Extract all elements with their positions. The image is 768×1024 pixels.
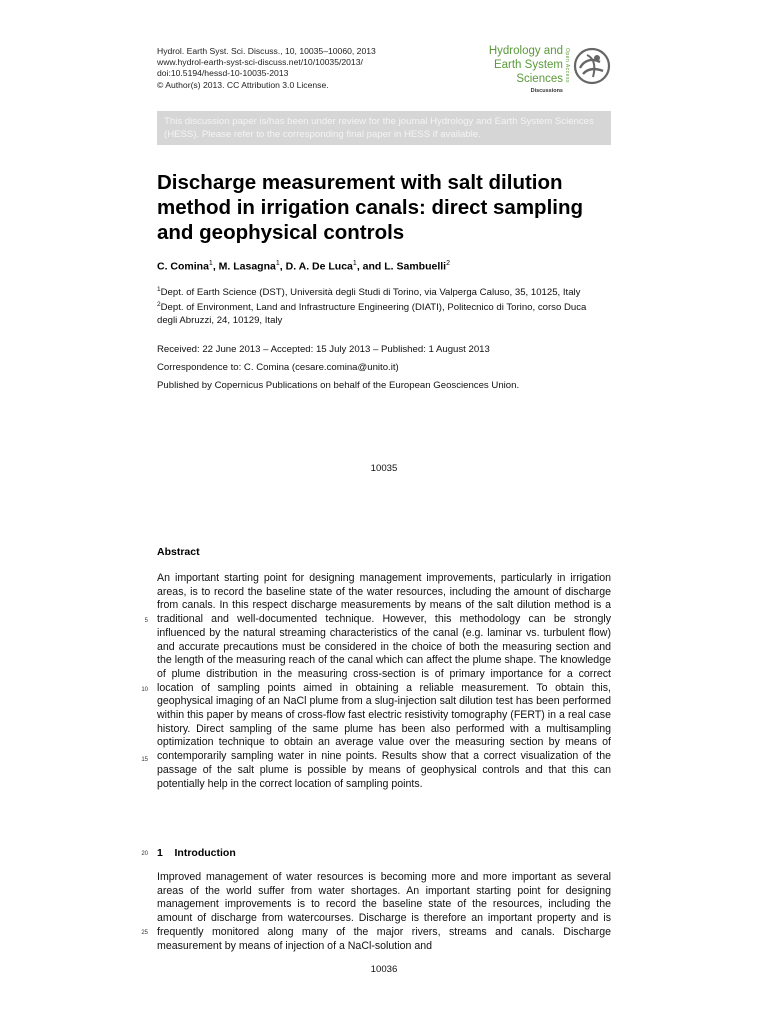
paper-title: Discharge measurement with salt dilution method in irrigation canals: direct sampling and geophysical controls [157, 171, 584, 244]
journal-url-link[interactable]: www.hydrol-earth-syst-sci-discuss.net/10/10035/2013/ [157, 57, 363, 68]
author-name: L. Sambuelli [384, 260, 447, 273]
line-number: 20 [141, 851, 148, 857]
affiliations [157, 284, 597, 327]
journal-citation [157, 46, 376, 91]
affiliation-marker: 1 [275, 260, 280, 267]
author-separator: , [279, 260, 286, 273]
section-title: Introduction [174, 847, 236, 859]
globe-emblem-icon [572, 46, 612, 86]
logo-line-1: Hydrology and [488, 45, 563, 57]
introduction-text: Improved management of water resources is becoming more and more important as several areas of the world suffer from water shortages. An important starting point for designing management improvements is to record the baseline state of the resources, including the amount of discharge from watercourses. Discharge is therefore an important property and is frequently monitored along many of the major rivers, streams and canals. Discharge measurement by means of injection of a NaCl-solution and [157, 871, 611, 952]
affiliation-marker: 1 [208, 260, 213, 267]
introduction-heading [157, 847, 236, 859]
affiliation-2 [157, 299, 597, 327]
author-separator: , [212, 260, 219, 273]
review-notice: This discussion paper is/has been under review for the journal Hydrology and Earth System Sciences (HESS). Please refer to the corresponding final paper in HESS if available. [157, 111, 611, 145]
publisher-note: Published by Copernicus Publications on behalf of the European Geosciences Union. [157, 380, 520, 391]
author-name: D. A. De Luca [285, 260, 353, 273]
line-number: 5 [144, 618, 148, 624]
logo-discussions: Discussions [530, 88, 563, 94]
logo-line-3: Sciences [516, 73, 563, 85]
abstract-heading: Abstract [157, 546, 200, 558]
line-number: 15 [141, 757, 148, 763]
journal-logo [480, 44, 615, 96]
page-number: 10036 [370, 964, 398, 975]
logo-title [489, 44, 563, 86]
page-number: 10035 [370, 463, 398, 474]
author-name: C. Comina [157, 260, 209, 273]
affiliation-text: Dept. of Environment, Land and Infrastructure Engineering (DIATI), Politecnico di Torino, corso Duca degli Abruzzi, 24, 10129, Italy [157, 302, 587, 326]
section-number: 1 [157, 847, 163, 859]
line-number: 25 [141, 930, 148, 936]
affiliation-marker: 2 [157, 301, 161, 309]
line-number: 10 [141, 687, 148, 693]
abstract-text: An important starting point for designing management improvements, particularly in irrigation areas, is to record the baseline state of the water resources, including the amount of discharge from canals. In this respect discharge measurements by means of the salt dilution method is a traditional and well-documented technique. However, this methodology can be strongly influenced by the natural streaming characteristics of the canal (e.g. laminar vs. turbulent flow) and accurate precautions must be considered in the choice of both the measuring section and the length of the measuring reach of the canal which can affect the plume shape. The knowledge of plume distribution in the measuring cross-section is of primary importance for a correct location of sampling points aimed in obtaining a reliable measurement. To obtain this, geophysical imaging of an NaCl plume from a slug-injection salt dilution test has been performed within this paper by means of cross-flow fast electric resistivity tomography (FERT) in a real case history. Direct sampling of the same plume has been also performed with a multisampling optimization technique to obtain an average value over the measuring section by means of contemporarily sampling water in nine points. Results show that a correct visualization of the passage of the salt plume is possible by means of geophysical controls and that this can potentially help in the correct location of sampling points. [157, 572, 611, 790]
correspondence: Correspondence to: C. Comina (cesare.comina@unito.it) [157, 362, 399, 373]
author-separator: , and [356, 260, 385, 273]
author-name: M. Lasagna [218, 260, 276, 273]
publication-dates: Received: 22 June 2013 – Accepted: 15 July 2013 – Published: 1 August 2013 [157, 344, 490, 355]
citation-line: Hydrol. Earth Syst. Sci. Discuss., 10, 10035–10060, 2013 [157, 46, 376, 56]
affiliation-marker: 1 [157, 286, 161, 293]
license-line: © Author(s) 2013. CC Attribution 3.0 License. [157, 79, 329, 90]
doi-link[interactable]: doi:10.5194/hessd-10-10035-2013 [157, 68, 289, 79]
affiliation-marker: 2 [446, 260, 450, 267]
open-access-label: Open Access [564, 48, 570, 83]
affiliation-1 [157, 284, 597, 299]
author-list [157, 260, 450, 273]
affiliation-text: Dept. of Earth Science (DST), Università degli Studi di Torino, via Valperga Caluso, 35, 10125, Italy [160, 287, 581, 299]
affiliation-marker: 1 [352, 260, 357, 267]
logo-line-2: Earth System [493, 59, 563, 71]
